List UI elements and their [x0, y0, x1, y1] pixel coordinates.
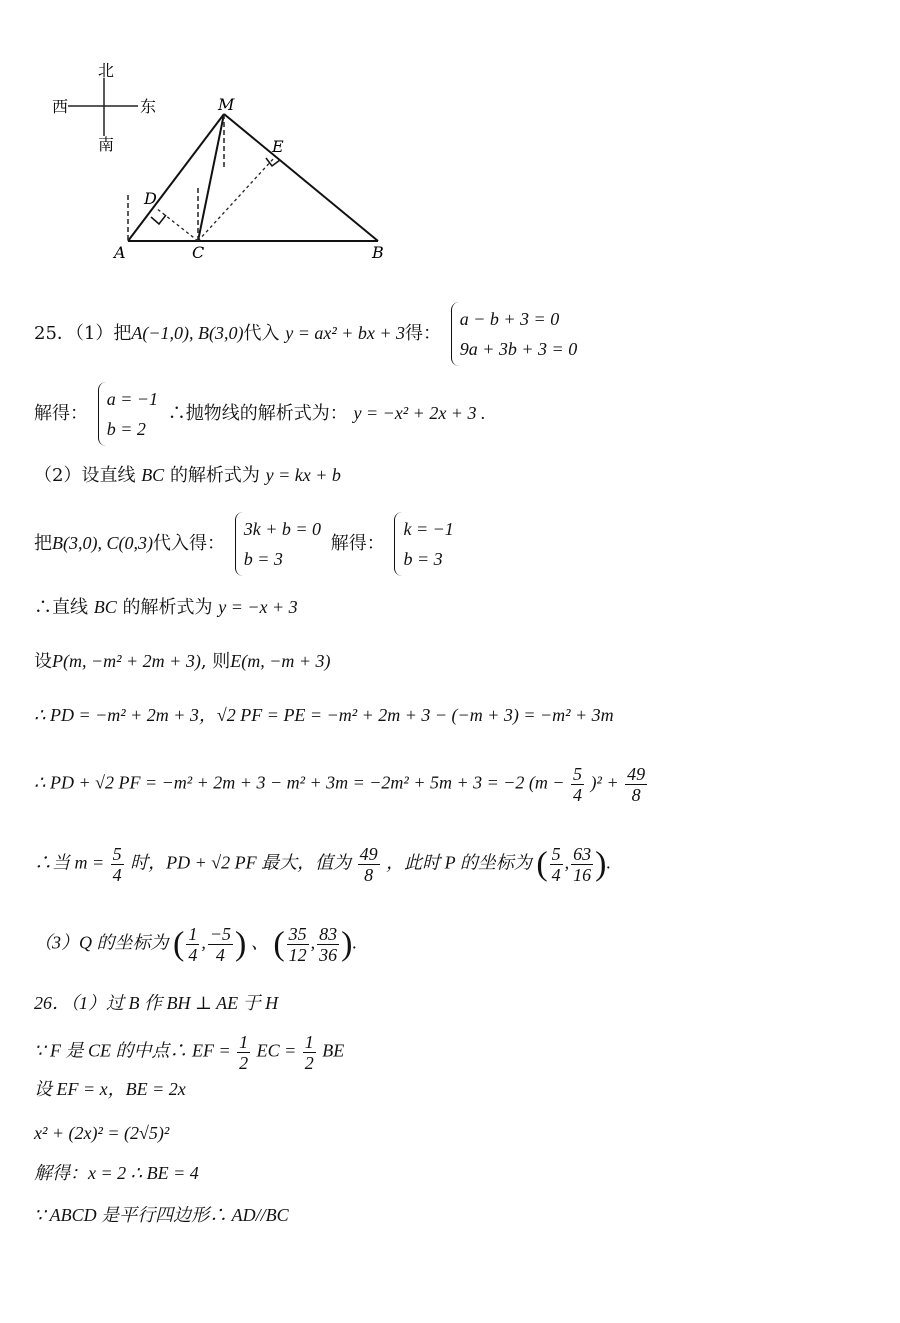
q25-sub: 代入: [243, 323, 280, 344]
q25p2-max-a: ∴当 m =: [34, 852, 105, 873]
frac-denominator: 2: [304, 1053, 314, 1073]
q25p2-sum-text: ∴ PD + √2 PF = −m² + 2m + 3 − m² + 3m = −2m² + 5m + 3 = −2: [34, 772, 525, 793]
frac-denominator: 4: [188, 945, 198, 965]
frac-denominator: 8: [364, 865, 374, 885]
q25p2-sum-close: )² +: [590, 772, 619, 793]
frac-denominator: 12: [288, 945, 307, 965]
q25-pd-line: ∴ PD = −m² + 2m + 3，√2 PF = PE = −m² + 2m + 3 − (−m + 3) = −m² + 3m: [34, 705, 614, 725]
geometry-figure: [48, 58, 408, 268]
q25p2-px: [550, 844, 563, 885]
segment-mc: [198, 114, 224, 241]
q25p2-sum-frac2: [625, 764, 647, 805]
label-a: A: [114, 243, 126, 262]
q25p2-solution: [394, 512, 453, 576]
q25-set-p-line: [34, 652, 331, 671]
q25-conclusion: ∴抛物线的解析式为：: [167, 403, 348, 424]
frac-numerator: 63: [573, 844, 592, 864]
q25p2-max-frac-value: [358, 844, 380, 885]
q25p2-system: [235, 512, 321, 576]
q25p2-set-e: E(m, −m + 3): [230, 651, 331, 671]
label-b: B: [372, 243, 384, 262]
frac-denominator: 4: [551, 865, 561, 885]
q25p2-sum-frac1: [571, 764, 584, 805]
q25-part2-substitute-line: [34, 512, 458, 576]
label-m: M: [218, 95, 235, 114]
q25p2-set-line2: 的解析式为: [169, 465, 260, 486]
frac-numerator: 49: [627, 764, 646, 784]
frac-denominator: 2: [239, 1053, 249, 1073]
frac-numerator: 5: [551, 844, 561, 864]
q25p2-set-text: 设: [34, 651, 52, 672]
q26-line1: 26．（1）过 B 作 BH ⊥ AE 于 H: [34, 993, 279, 1013]
q-point2-y: [317, 924, 339, 965]
compass-west: 西: [52, 97, 69, 116]
frac-denominator: 4: [112, 865, 122, 885]
q26-line2: [34, 1032, 344, 1073]
frac-numerator: 49: [359, 844, 378, 864]
q25-eq1: a − b + 3 = 0: [459, 309, 560, 329]
right-paren: ): [595, 845, 607, 883]
left-paren: (: [536, 845, 548, 883]
q25p2-max-b: 时，PD + √2 PF 最大，值为: [130, 852, 352, 873]
frac-numerator: 5: [112, 844, 122, 864]
q-point1-y: [208, 924, 233, 965]
compass-east: 东: [140, 97, 157, 116]
q26-l2b: EC =: [256, 1040, 297, 1061]
right-paren: ): [234, 925, 247, 963]
right-paren: ): [341, 925, 353, 963]
q-point1-x: [186, 924, 199, 965]
frac-denominator: 4: [573, 785, 583, 805]
q26-frac-half-1: [237, 1032, 250, 1073]
q25-function: y = ax² + bx + 3: [285, 323, 406, 343]
q25-sol1: a = −1: [106, 389, 159, 409]
q25p2-max-c: ，此时 P 的坐标为: [386, 852, 532, 873]
q25p2-eq1: 3k + b = 0: [243, 519, 322, 539]
q26-l2a: ∵ F 是 CE 的中点∴ EF =: [34, 1040, 231, 1061]
q25-solution-system: [98, 382, 158, 446]
q26-l2b2: BE: [322, 1040, 345, 1061]
q25-points: A(−1,0), B(3,0): [131, 323, 244, 343]
q25-part3-line: （3）Q 的坐标为 ( $\frac{1}{4}$ , $\frac{-5}{4}$ ) 、 ( $\frac{35}{12}$ , $\frac{83}{36}$ ).: [34, 924, 357, 965]
q25p2-sum-paren: (m −: [528, 772, 565, 793]
q25-part2-line: [34, 466, 341, 485]
q26-line3: 设 EF = x，BE = 2x: [34, 1079, 186, 1099]
q25-sol2: b = 2: [106, 419, 146, 439]
q25p2-sol2: b = 3: [403, 549, 443, 569]
segment-mb: [224, 114, 378, 241]
label-d: D: [144, 189, 157, 208]
q25p2-set-line: （2）设直线: [34, 465, 136, 486]
q25p2-putde: 代入得：: [152, 533, 225, 554]
frac-numerator: 83: [319, 924, 338, 944]
q25p2-line-text1: ∴直线: [34, 597, 88, 618]
q25p2-line-text2: 的解析式为: [122, 597, 213, 618]
compass-south: 南: [98, 135, 115, 154]
q25-line-result: [34, 598, 298, 617]
frac-numerator: 35: [288, 924, 307, 944]
q26-line6: ∵ ABCD 是平行四边形∴ AD//BC: [34, 1205, 289, 1225]
q25p2-points: B(3,0), C(0,3): [52, 533, 153, 553]
q25p2-line-bc: BC: [93, 597, 117, 617]
frac-denominator: 36: [319, 945, 338, 965]
q25p2-eq2: b = 3: [243, 549, 283, 569]
frac-numerator: −5: [209, 924, 231, 944]
q25-de: 得：: [405, 323, 442, 344]
q25p2-solve: 解得：: [330, 533, 385, 554]
compass-north: 北: [98, 61, 115, 80]
left-paren: (: [273, 925, 285, 963]
q25p2-py: [571, 844, 593, 885]
label-e: E: [272, 137, 284, 156]
frac-denominator: 8: [631, 785, 641, 805]
q25p3-text: （3）Q 的坐标为: [34, 932, 169, 953]
q26-frac-half-2: [303, 1032, 316, 1073]
q25p2-bc: BC: [141, 465, 165, 485]
q25p2-sol1: k = −1: [403, 519, 454, 539]
q25-part1-line: [34, 302, 581, 366]
frac-numerator: 5: [573, 764, 583, 784]
q25p2-max-frac-m: [111, 844, 124, 885]
q25p2-put: 把: [34, 533, 52, 554]
q25p2-line-eq: y = −x + 3: [218, 597, 298, 617]
q25-result: y = −x² + 2x + 3 .: [353, 403, 486, 423]
frac-numerator: 1: [188, 924, 198, 944]
q25-solution-line: [34, 382, 485, 446]
q25p3-separator: 、: [250, 932, 269, 953]
segment-am: [128, 114, 224, 241]
q25-system: [451, 302, 577, 366]
q25-eq2: 9a + 3b + 3 = 0: [459, 339, 578, 359]
q26-line5: 解得：x = 2 ∴ BE = 4: [34, 1163, 199, 1183]
q25p2-set-then: , 则: [200, 651, 231, 672]
q26-line4: x² + (2x)² = (2√5)²: [34, 1123, 170, 1143]
frac-numerator: 1: [239, 1032, 249, 1052]
q25-sum-line: [34, 764, 649, 805]
q-point2-x: [287, 924, 309, 965]
left-paren: (: [173, 925, 185, 963]
q25-max-line: ∴当 m = $\frac{5}{4}$ 时，PD + √2 PF 最大，值为 $\frac{49}{8}$ ，此时 P 的坐标为 ( $\frac{5}{4}$ , $\frac{63}{16}$ ).: [34, 844, 611, 885]
q25-solve-label: 解得：: [34, 403, 88, 424]
dotted-ce: [198, 158, 274, 241]
right-angle-d: [151, 215, 166, 224]
label-c: C: [192, 243, 205, 262]
q25-intro: 25．（1）把: [34, 323, 132, 344]
frac-denominator: 16: [573, 865, 592, 885]
q25p2-line-func: y = kx + b: [265, 465, 341, 485]
q25p2-set-p: P(m, −m² + 2m + 3): [52, 651, 201, 671]
frac-numerator: 1: [304, 1032, 314, 1052]
dotted-cd: [156, 208, 198, 241]
frac-denominator: 4: [215, 945, 225, 965]
